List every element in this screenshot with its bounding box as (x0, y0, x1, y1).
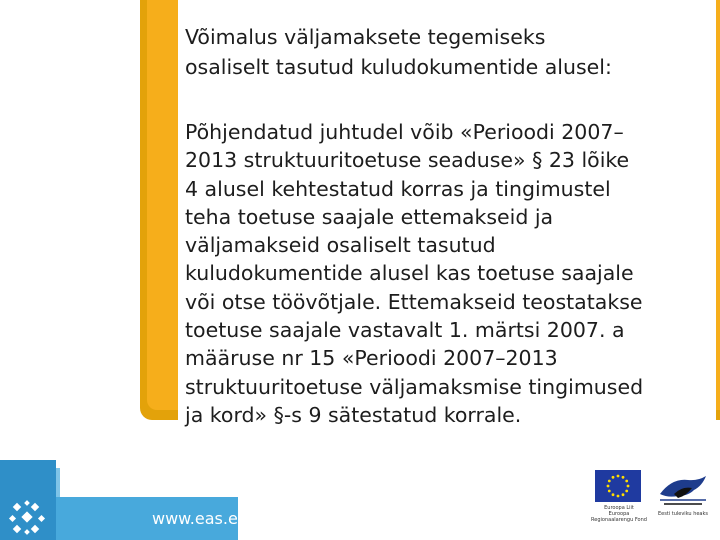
slide-body-text: Põhjendatud juhtudel võib «Perioodi 2007– 2013 struktuuritoetuse seaduse» § 23 lõike 4 alusel kehtestatud korras ja tingimustel teha toetuse saajale ettemakseid ja väljamakseid osaliselt tasutud kuludokumentide alusel kas toetuse saajale või otse töövõtjale. Ettemakseid teostatakse toetuse saajale vastavalt 1. märtsi 2007. a määruse nr 15 «Perioodi 2007–2013 struktuuritoetuse väljamaksmise tingimused ja kord» §-s 9 sätestatud korrale. (185, 120, 644, 427)
slide-content (185, 22, 720, 429)
slide-heading: Võimalus väljamaksete tegemiseks osaliselt tasutud kuludokumentide alusel: (185, 25, 612, 79)
eu-flag-logo-icon (595, 470, 641, 502)
brand-bar-accent (56, 468, 60, 497)
eu-logo-caption: Euroopa Liit Euroopa Regionaalarengu Fond (591, 505, 647, 523)
partner-logo-caption: Eesti tuleviku heaks (657, 511, 709, 517)
site-url[interactable]: www.eas.ee (152, 509, 248, 528)
eas-snowflake-logo-icon (6, 498, 50, 538)
swallow-logo-icon (658, 474, 708, 508)
